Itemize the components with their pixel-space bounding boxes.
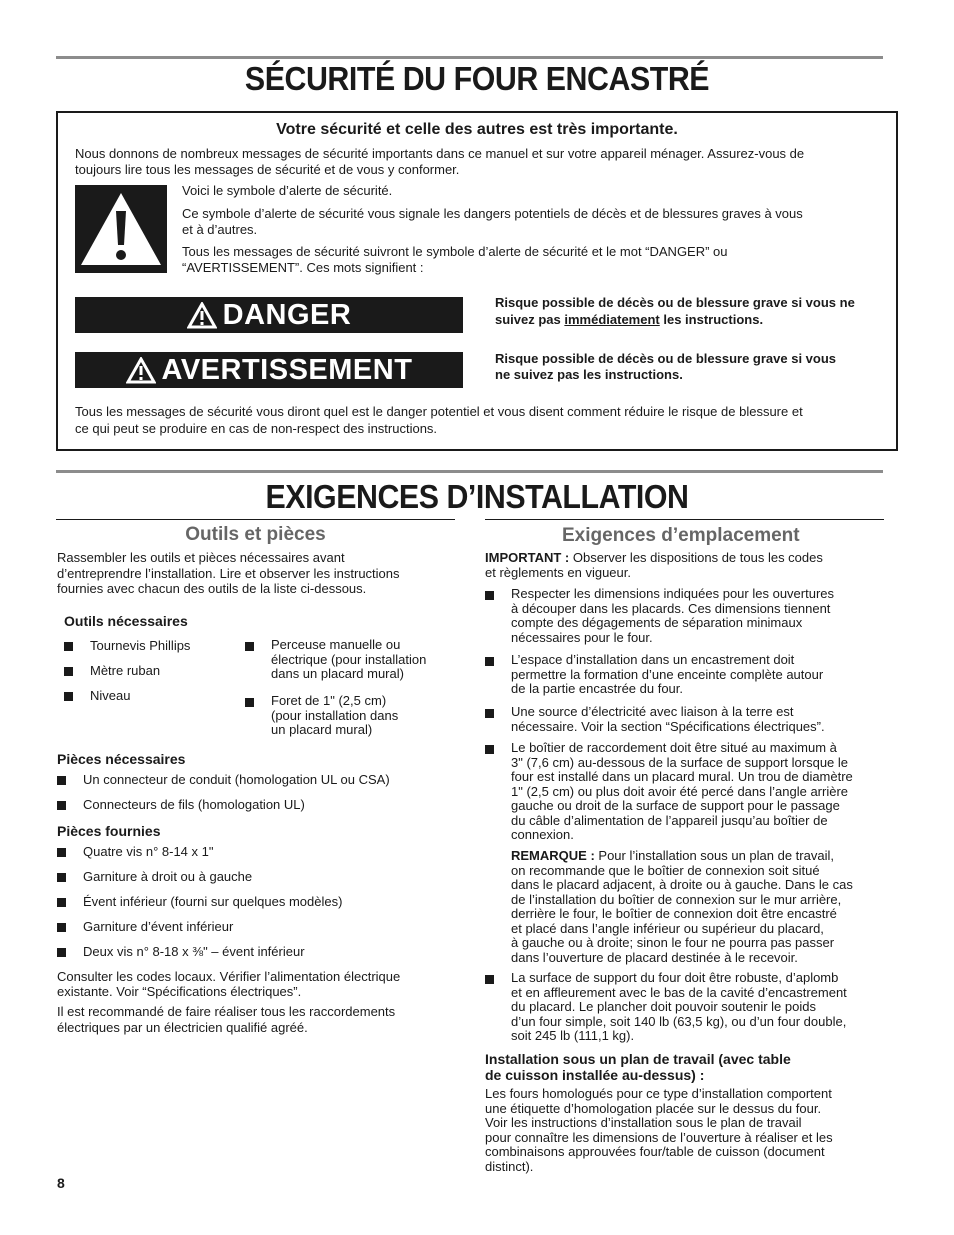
bullet-square [485, 591, 494, 600]
remark-label: REMARQUE : [511, 848, 595, 863]
warning-text-line1: Risque possible de décès ou de blessure grave si vous [495, 351, 837, 366]
bullet-square [64, 692, 73, 701]
bullet-square [57, 898, 66, 907]
symbol-paragraph-2-line1: Ce symbole d’alerte de sécurité vous signale les dangers potentiels de décès et de blessures graves à vous [182, 206, 803, 221]
important-label: IMPORTANT : [485, 550, 570, 565]
safety-footer-line1: Tous les messages de sécurité vous diront quel est le danger potentiel et vous disent comment réduire le risque de blessure et [75, 404, 803, 419]
location-bullet-grounded-source: Une source d’électricité avec liaison à la terre est nécessaire. Voir la section “Spécifications électriques”. [511, 704, 825, 734]
install-rule [56, 470, 883, 473]
important-line1: IMPORTANT : Observer les dispositions de tous les codes [485, 550, 823, 565]
remark-paragraph: REMARQUE : Pour l’installation sous un plan de travail, on recommande que le boîtier de connexion soit situé dans le placard adjacent, à droite ou à gauche. Dans le cas de l’installation du boîtier de connexion sur le mur arrière, derrière le four, le boîtier de connexion doit être encastré et placé dans l’angle inférieur ou supérieur du placard, à gauche ou à droite; sinon le four ne pourra pas passer dans l’ouverture de placard destinée à le recevoir. [511, 848, 853, 965]
alert-triangle-icon [187, 302, 217, 329]
location-bullet-dimensions: Respecter les dimensions indiquées pour les ouvertures à découper dans les placards. Ces dimensions tiennent compte des dégagements de séparation minimaux nécessaires pour le four. [511, 586, 835, 645]
tool-item: Mètre ruban [90, 663, 161, 678]
warning-text-line2: ne suivez pas les instructions. [495, 367, 683, 382]
parts-supplied-item: Évent inférieur (fourni sur quelques modèles) [83, 894, 343, 909]
safety-intro-line2: toujours lire tous les messages de sécurité et de vous y conformer. [75, 162, 460, 177]
bullet-square [64, 667, 73, 676]
bullet-square [57, 801, 66, 810]
countertop-installation-heading: Installation sous un plan de travail (avec table de cuisson installée au-dessus) : [485, 1051, 791, 1083]
bullet-square [57, 776, 66, 785]
location-bullet-enclosure: L’espace d’installation dans un encastrement doit permettre la formation d’une enceinte complète autour de la partie encastrée du four. [511, 652, 824, 696]
left-column-rule [56, 519, 455, 520]
symbol-paragraph-1: Voici le symbole d’alerte de sécurité. [182, 183, 393, 198]
location-requirements-heading: Exigences d’emplacement [562, 525, 800, 546]
left-intro-line1: Rassembler les outils et pièces nécessaires avant [57, 550, 345, 565]
bullet-square [64, 642, 73, 651]
safety-box-heading: Votre sécurité et celle des autres est très importante. [276, 121, 678, 138]
bullet-square [485, 745, 494, 754]
tool-item: Perceuse manuelle ou électrique (pour installation dans un placard mural) [271, 637, 427, 681]
bullet-square [485, 975, 494, 984]
warning-triangle-icon [75, 185, 167, 273]
bullet-square [485, 709, 494, 718]
parts-needed-item: Un connecteur de conduit (homologation UL ou CSA) [83, 772, 390, 787]
location-bullet-support-surface: La surface de support du four doit être robuste, d’aplomb et en affleurement avec le bas de la cavité d’encastrement du placard. Le plancher doit pouvoir soutenir le poids d’un four simple, soit 140 lb (63,5 kg), ou d’un four double, soit 245 lb (111,1 kg). [511, 970, 847, 1043]
safety-alert-symbol [75, 185, 167, 273]
safety-footer-line2: ce qui peut se produire en cas de non-respect des instructions. [75, 421, 438, 436]
top-rule [56, 56, 883, 59]
bullet-square [57, 923, 66, 932]
danger-banner [75, 297, 463, 333]
bullet-square [245, 698, 254, 707]
safety-title: SÉCURITÉ DU FOUR ENCASTRÉ [244, 60, 710, 97]
immediately-underlined: immédiatement [564, 312, 660, 327]
electrician-note-line2: électriques par un électricien qualifié agréé. [57, 1020, 308, 1035]
parts-needed-heading: Pièces nécessaires [57, 751, 186, 767]
left-intro-line3: fournies avec chacun des outils de la liste ci-dessous. [57, 581, 367, 596]
parts-supplied-item: Quatre vis n° 8-14 x 1" [83, 844, 214, 859]
bullet-square [57, 873, 66, 882]
alert-triangle-icon [126, 357, 156, 384]
bullet-square [57, 948, 66, 957]
bullet-square [245, 642, 254, 651]
left-intro-line2: d’entreprendre l’installation. Lire et observer les instructions [57, 566, 400, 581]
danger-text-line1: Risque possible de décès ou de blessure grave si vous ne [495, 295, 855, 310]
local-codes-line1: Consulter les codes locaux. Vérifier l’alimentation électrique [57, 969, 401, 984]
right-column-rule [485, 519, 884, 520]
danger-label: DANGER [222, 298, 352, 331]
safety-intro-line1: Nous donnons de nombreux messages de sécurité importants dans ce manuel et sur votre appareil ménager. Assurez-vous de [75, 146, 805, 161]
symbol-paragraph-3-line1: Tous les messages de sécurité suivront le symbole d’alerte de sécurité et le mot “DANGER” ou [182, 244, 728, 259]
parts-supplied-item: Garniture d’évent inférieur [83, 919, 234, 934]
tool-item: Tournevis Phillips [90, 638, 191, 653]
install-title: EXIGENCES D’INSTALLATION [265, 478, 689, 515]
danger-text-line2: suivez pas immédiatement les instructions. [495, 312, 764, 327]
bullet-square [57, 848, 66, 857]
electrician-note-line1: Il est recommandé de faire réaliser tous les raccordements [57, 1004, 396, 1019]
symbol-paragraph-2-line2: et à d’autres. [182, 222, 258, 237]
warning-label: AVERTISSEMENT [161, 353, 413, 386]
bullet-square [485, 657, 494, 666]
parts-supplied-item: Deux vis n° 8-18 x ⅜" – évent inférieur [83, 944, 305, 959]
countertop-paragraph: Les fours homologués pour ce type d’installation comportent une étiquette d’homologation placée sur le dessus du four. Voir les instructions d’installation sous le plan de travail pour connaître les dimensions de l’ouverture à réaliser et les combinaisons approuvées four/table de cuisson (document distinct). [485, 1086, 833, 1174]
tools-parts-heading: Outils et pièces [185, 524, 326, 545]
local-codes-line2: existante. Voir “Spécifications électriques”. [57, 984, 302, 999]
warning-banner [75, 352, 463, 388]
parts-supplied-heading: Pièces fournies [57, 823, 161, 839]
tool-item: Foret de 1" (2,5 cm) (pour installation dans un placard mural) [271, 693, 399, 737]
page-number: 8 [57, 1175, 65, 1191]
parts-needed-item: Connecteurs de fils (homologation UL) [83, 797, 305, 812]
important-line2: et règlements en vigueur. [485, 565, 631, 580]
parts-supplied-item: Garniture à droit ou à gauche [83, 869, 253, 884]
symbol-paragraph-3-line2: “AVERTISSEMENT”. Ces mots signifient : [182, 260, 424, 275]
tools-heading: Outils nécessaires [64, 613, 188, 629]
location-bullet-junction-box: Le boîtier de raccordement doit être situé au maximum à 3" (7,6 cm) au-dessous de la surface de support lorsque le four est installé dans un placard mural. Un trou de diamètre 1" (2,5 cm) ou plus doit avoir été percé dans l’angle arrière gauche ou droit de la surface de support pour le passage du câble d’alimentation de l’appareil jusqu’au boîtier de connexion. [511, 740, 853, 842]
tool-item: Niveau [90, 688, 131, 703]
